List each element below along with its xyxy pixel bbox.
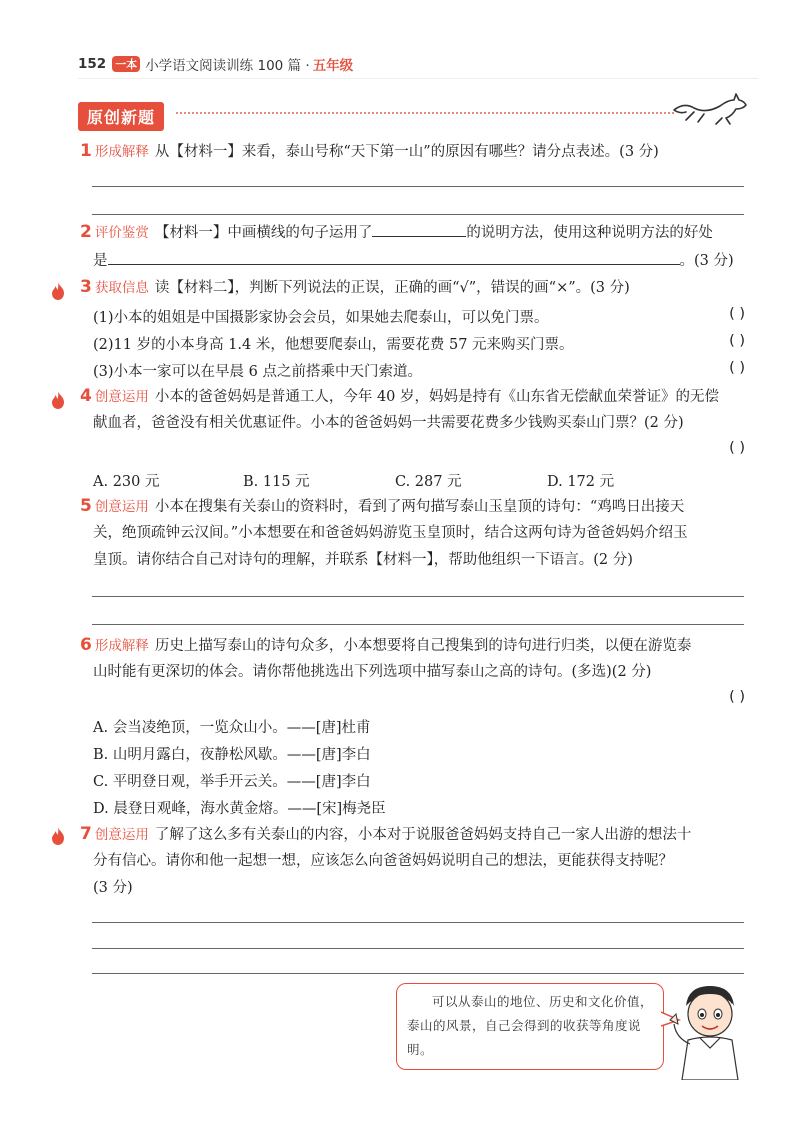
statement-item — [93, 360, 745, 381]
answer-line[interactable] — [92, 214, 744, 215]
question-tag: 获取信息 — [94, 280, 149, 296]
flame-icon — [50, 390, 66, 410]
option-c[interactable]: C. 287 元 — [395, 474, 462, 490]
page-number: 152 — [78, 56, 107, 72]
fill-blank[interactable] — [372, 218, 466, 237]
question-number: 6 — [80, 635, 92, 655]
question-1 — [80, 138, 745, 166]
question-text: 读【材料二】，判断下列说法的正误，正确的画“√”，错误的画“×”。(3 分) — [154, 280, 630, 296]
option-d[interactable]: D. 晨登日观峰，海水黄金熔。——[宋]梅尧臣 — [93, 801, 386, 817]
flame-icon — [50, 281, 66, 301]
question-text: 从【材料一】来看，泰山号称“天下第一山”的原因有哪些？请分点表述。(3 分) — [154, 144, 659, 160]
question-tag: 形成解释 — [94, 638, 149, 654]
question-text: 的说明方法，使用这种说明方法的好处 — [466, 225, 713, 241]
question-4-line2 — [93, 410, 745, 437]
option-b[interactable]: B. 山明月露白，夜静松风歇。——[唐]李白 — [93, 747, 371, 763]
question-tag: 评价鉴赏 — [94, 225, 149, 241]
question-6 — [80, 632, 745, 660]
statement-item — [93, 333, 745, 354]
question-5 — [80, 493, 745, 521]
question-5-line3 — [93, 547, 745, 574]
question-2 — [80, 218, 745, 247]
question-number: 3 — [80, 277, 92, 297]
option-b[interactable]: B. 115 元 — [243, 474, 310, 490]
question-7 — [80, 821, 745, 849]
question-text: 山时能有更深切的体会。请你帮他挑选出下列选项中描写泰山之高的诗句。(多选)(2 分) — [93, 664, 652, 680]
answer-line[interactable] — [92, 922, 744, 923]
question-7-line2 — [93, 848, 745, 875]
answer-line[interactable] — [92, 948, 744, 949]
question-tag: 创意运用 — [94, 389, 149, 405]
question-3 — [80, 274, 745, 302]
answer-parentheses[interactable]: ( ) — [729, 360, 745, 376]
answer-line[interactable] — [92, 973, 744, 974]
question-text: (3 分) — [93, 880, 133, 896]
question-text: 【材料一】中画横线的句子运用了 — [154, 225, 373, 241]
question-text: 小本在搜集有关泰山的资料时，看到了两句描写泰山玉皇顶的诗句：“鸡鸣日出接天 — [154, 499, 685, 515]
question-tag: 创意运用 — [94, 827, 149, 843]
question-7-line3 — [93, 875, 745, 902]
question-text: 分有信心。请你和他一起想一想，应该怎么向爸爸妈妈说明自己的想法，更能获得支持呢？ — [93, 853, 673, 869]
question-text: 。(3 分) — [679, 253, 734, 269]
question-text: 历史上描写泰山的诗句众多，小本想要将自己搜集到的诗句进行归类，以便在游览泰 — [154, 638, 692, 654]
question-number: 2 — [80, 222, 92, 242]
section-title: 原创新题 — [78, 102, 164, 131]
answer-line[interactable] — [92, 596, 744, 597]
question-text: 皇顶。请你结合自己对诗句的理解，并联系【材料一】，帮助他组织一下语言。(2 分) — [93, 552, 633, 568]
option-d[interactable]: D. 172 元 — [547, 474, 615, 490]
question-text: 献血者，爸爸没有相关优惠证件。小本的爸爸妈妈一共需要花费多少钱购买泰山门票？(2 分) — [93, 415, 684, 431]
flame-icon — [50, 826, 66, 846]
hint-bubble — [396, 983, 664, 1070]
grade-label: 五年级 — [312, 58, 354, 74]
answer-line[interactable] — [92, 186, 744, 187]
hint-text: 可以从泰山的地位、历史和文化价值，泰山的风景，自己会得到的收获等角度说明。 — [407, 994, 654, 1057]
question-number: 1 — [80, 141, 92, 161]
brand-badge: 一本 — [112, 56, 140, 72]
fill-blank[interactable] — [108, 246, 680, 265]
question-text: 了解了这么多有关泰山的内容，小本对于说服爸爸妈妈支持自己一家人出游的想法十 — [154, 827, 692, 843]
answer-parentheses[interactable]: ( ) — [729, 333, 745, 349]
question-4 — [80, 383, 745, 411]
cat-icon — [670, 88, 750, 128]
question-number: 7 — [80, 824, 92, 844]
question-text: 关，绝顶疏钟云汉间。”小本想要在和爸爸妈妈游览玉皇顶时，结合这两句诗为爸爸妈妈介绍玉 — [93, 525, 688, 541]
answer-parentheses[interactable]: ( ) — [729, 440, 745, 456]
dotted-divider — [176, 112, 674, 114]
answer-parentheses[interactable]: ( ) — [729, 306, 745, 322]
boy-character-icon — [664, 980, 754, 1080]
question-text: 是 — [93, 253, 108, 269]
question-number: 4 — [80, 386, 92, 406]
option-c[interactable]: C. 平明登日观，举手开云关。——[唐]李白 — [93, 774, 371, 790]
answer-line[interactable] — [92, 624, 744, 625]
question-number: 5 — [80, 496, 92, 516]
question-tag: 创意运用 — [94, 499, 149, 515]
book-title: 小学语文阅读训练 100 篇 · — [145, 58, 310, 74]
statement-text: (2)11 岁的小本身高 1.4 米，他想要爬泰山，需要花费 57 元来购买门票。 — [93, 337, 574, 353]
header-divider — [78, 78, 758, 79]
question-5-line2 — [93, 520, 745, 547]
statement-item — [93, 306, 745, 327]
question-2-line2 — [93, 246, 745, 275]
answer-parentheses[interactable]: ( ) — [729, 689, 745, 705]
page-header — [78, 54, 353, 74]
question-text: 小本的爸爸妈妈是普通工人，今年 40 岁，妈妈是持有《山东省无偿献血荣誉证》的无偿 — [154, 389, 720, 405]
option-a[interactable]: A. 230 元 — [93, 474, 160, 490]
question-tag: 形成解释 — [94, 144, 149, 160]
statement-text: (1)小本的姐姐是中国摄影家协会会员，如果她去爬泰山，可以免门票。 — [93, 310, 549, 326]
option-a[interactable]: A. 会当凌绝顶，一览众山小。——[唐]杜甫 — [93, 720, 371, 736]
question-6-line2 — [93, 659, 745, 686]
statement-text: (3)小本一家可以在早晨 6 点之前搭乘中天门索道。 — [93, 364, 422, 380]
